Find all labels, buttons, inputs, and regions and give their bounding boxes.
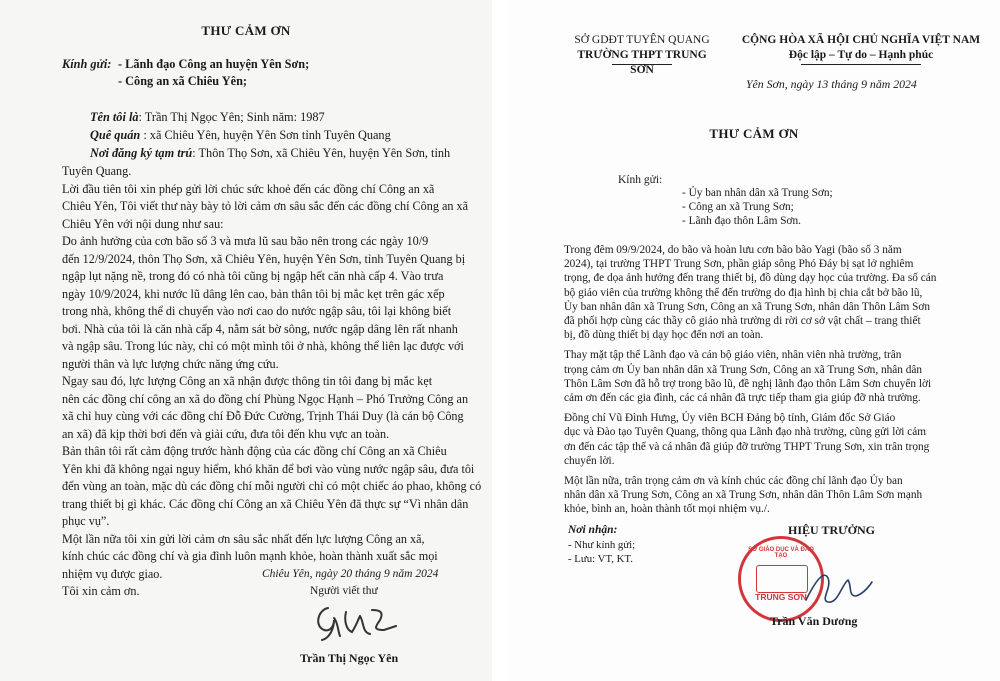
body-line: trọng, đe dọa ảnh hưởng đến trang thiết bị, đồ dùng dạy học của trường. Đa số cán <box>564 272 937 285</box>
body-line: bộ giáo viên của trường không thể đến trường do địa hình bị chia cắt bở bão lũ, <box>564 286 923 299</box>
left-signer-name: Trần Thị Ngọc Yên <box>300 651 399 665</box>
body-line: nhân dân xã Trung Sơn, Công an xã Trung Sơn, nhân dân Thôn Lâm Sơn mạnh <box>564 489 923 502</box>
body-line: trong nhà, không thể di chuyển vào nơi cao do nước ngập sâu, tôi lại không biết <box>62 304 452 318</box>
org-underline <box>612 64 672 65</box>
left-greeting-label: Kính gửi: <box>62 57 112 71</box>
body-line: Chiêu Yên với nội dung như sau: <box>62 216 224 231</box>
body-line: ngày 10/9/2024, khi nước lũ dâng lên cao, bản thân tôi bị mắc kẹt trên gác xếp <box>62 286 445 301</box>
body-line: bơi. Nhà của tôi là căn nhà cấp 4, nằm sát bờ sông, nước ngập dâng lên rất nhanh <box>62 321 458 336</box>
body-line: trang thiết bị gì khác. Các đồng chí Công an xã Chiêu Yên đã thực sự “Vì nhân dân <box>62 496 469 511</box>
recipients-label: Nơi nhận: <box>568 524 618 536</box>
left-recipient-2: - Công an xã Chiêu Yên; <box>118 74 248 88</box>
body-line: Ngay sau đó, lực lượng Công an xã nhận được thông tin tôi đang bị mắc kẹt <box>62 374 433 388</box>
body-line: người thân và lực lượng chức năng ứng cứu. <box>62 356 279 371</box>
right-recipient-3: - Lãnh đạo thôn Lâm Sơn. <box>682 215 801 228</box>
right-letter-title: THƯ CẢM ƠN <box>709 126 799 141</box>
body-line: kính chúc các đồng chí và gia đình luôn mạnh khỏe, hoàn thành xuất sắc mọi <box>62 549 438 563</box>
name-label: Tên tôi là <box>90 110 139 124</box>
body-line: Một lần nữa tôi xin gửi lời cảm ơn sâu sắc nhất đến lực lượng Công an xã, <box>62 531 425 546</box>
recipient-item: - Lưu: VT, KT. <box>568 553 633 565</box>
body-line: Yên khi đã không ngại nguy hiểm, khó khăn để bơi vào vùng nước ngập sâu, đưa tôi <box>62 461 475 476</box>
body-line: ngập lụt nặng nề, trong đó có nhà tôi cũng bị ngập hết căn nhà cấp 4. Vào trưa <box>62 269 444 283</box>
body-line: Một lần nữa, trân trọng cảm ơn và kính chúc các đồng chí lãnh đạo Ủy ban <box>564 475 903 488</box>
left-writer-label: Người viết thư <box>310 585 378 597</box>
residence-continuation: Tuyên Quang. <box>62 164 132 178</box>
recipients-list <box>568 538 635 566</box>
body-line: chuyển lời. <box>564 454 615 467</box>
org-parent: SỞ GDĐT TUYÊN QUANG <box>574 34 710 46</box>
page-divider <box>492 0 508 681</box>
body-line: 2024), tại trường THPT Trung Sơn, phần giáp sông Phó Đáy bị sạt lở nghiêm <box>564 258 914 271</box>
residence-label: Nơi đăng ký tạm trú <box>90 146 193 160</box>
signer-title: HIỆU TRƯỞNG <box>788 523 876 537</box>
right-body <box>564 243 936 517</box>
hometown-value: : xã Chiêu Yên, huyện Yên Sơn tỉnh Tuyên Quang <box>143 128 391 142</box>
body-line: Thay mặt tập thể Lãnh đạo và cán bộ giáo viên, nhân viên nhà trường, trân <box>564 349 902 362</box>
recipient-item: - Như kính gửi; <box>568 539 636 551</box>
country-motto: Độc lập – Tự do – Hạnh phúc <box>788 49 934 61</box>
stamp-ring-text: SỞ GIÁO DỤC VÀ ĐÀO TẠO <box>748 547 814 559</box>
body-line: phục vụ”. <box>62 514 110 528</box>
body-line: đến vùng an toàn, mặc dù các đồng chí mỗi người chỉ có một chiếc áo phao, không có <box>62 479 482 493</box>
left-body <box>62 163 482 601</box>
right-signer-name: Trần Văn Dương <box>770 614 858 628</box>
left-recipient-1: - Lãnh đạo Công an huyện Yên Sơn; <box>118 57 310 71</box>
hometown-label: Quê quán <box>90 128 141 142</box>
right-handwritten-signature <box>798 560 878 610</box>
body-line: Đồng chí Vũ Đình Hưng, Ủy viên BCH Đảng bộ tỉnh, Giám đốc Sở Giáo <box>564 412 896 425</box>
left-name-line <box>90 109 325 126</box>
body-line: nhiệm vụ được giao. <box>62 566 163 581</box>
stamp-center-text: TRUNG SƠN <box>755 592 807 602</box>
body-line: cảm ơn đến các gia đình, các cá nhân đã trực tiếp tham gia giúp đỡ nhà trường. <box>564 392 921 405</box>
right-letter <box>508 0 1000 681</box>
left-letter-title: THƯ CẢM ƠN <box>201 23 291 38</box>
left-residence-line <box>90 145 450 162</box>
body-line: xã chỉ huy cùng với các đồng chí Đỗ Đức Cường, Trịnh Thái Duy (là cán bộ Công <box>62 409 464 423</box>
body-line: bị, đồ dùng thiết bị dạy học đến nơi an toàn. <box>564 329 764 342</box>
body-line: và ngập sâu. Trong lúc này, chỉ có một mình tôi ở nhà, không thể liên lạc được với <box>62 339 464 353</box>
right-recipients <box>682 186 833 229</box>
body-line: Lời đầu tiên tôi xin phép gửi lời chúc sức khoẻ đến các đồng chí Công an xã <box>62 181 435 196</box>
body-line: Thôn Lâm Sơn đã hỗ trợ trong bão lũ, đề nghị lãnh đạo thôn Lâm Sơn chuyển lời <box>564 377 932 390</box>
body-line: trọng cảm ơn Ủy ban nhân dân xã Trung Sơn, Công an xã Trung Sơn, nhân dân <box>564 363 923 376</box>
body-line: nên các đồng chí công an xã do đồng chí Phùng Ngọc Hạnh – Phó Trưởng Công an <box>62 391 469 406</box>
body-line: Ủy ban nhân dân xã Trung Sơn, Công an xã Trung Sơn, nhân dân Thôn Lâm Sơn <box>564 300 931 313</box>
body-line: Bản thân tôi rất cảm động trước hành động của các đồng chí Công an xã Chiêu <box>62 444 447 458</box>
body-line: an xã) đã kịp thời bơi đến và giải cứu, đưa tôi đến khu vực an toàn. <box>62 426 390 441</box>
body-line: Tôi xin cảm ơn. <box>62 584 140 598</box>
right-greeting-label: Kính gửi: <box>618 174 663 186</box>
body-line: Chiêu Yên, Tôi viết thư này bày tỏ lời cảm ơn sâu sắc đến các đồng chí Công an xã <box>62 199 469 213</box>
body-line: Trong đêm 09/9/2024, do bão và hoàn lưu cơn bão bão Yagi (bão số 3 năm <box>564 244 902 256</box>
body-line: khỏe, bình an, hoàn thành tốt mọi nhiệm vụ./. <box>564 503 770 516</box>
country-name: CỘNG HÒA XÃ HỘI CHỦ NGHĨA VIỆT NAM <box>741 34 981 46</box>
left-place-date: Chiêu Yên, ngày 20 tháng 9 năm 2024 <box>262 568 439 580</box>
name-value: : Trần Thị Ngọc Yên; Sinh năm: 1987 <box>138 110 325 124</box>
org-name: TRƯỜNG THPT TRUNG SƠN <box>577 49 707 76</box>
right-place-date: Yên Sơn, ngày 13 tháng 9 năm 2024 <box>746 77 917 91</box>
left-hometown-line <box>90 127 391 144</box>
body-line: đã phối hợp cùng các thầy cô giáo nhà trường di rời cơ sở vật chất – trang thiết <box>564 315 921 328</box>
residence-value: : Thôn Thọ Sơn, xã Chiêu Yên, huyện Yên Sơn, tỉnh <box>192 146 451 160</box>
body-line: ơn đến các tập thể và cá nhân đã giúp đỡ trường THPT Trung Sơn, xin trân trọng <box>564 440 930 453</box>
right-recipient-2: - Công an xã Trung Sơn; <box>682 201 794 214</box>
left-handwritten-signature <box>300 596 420 644</box>
right-recipient-1: - Ủy ban nhân dân xã Trung Sơn; <box>682 187 833 199</box>
motto-underline <box>801 64 921 65</box>
body-line: đến 12/9/2024, thôn Thọ Sơn, xã Chiêu Yên, huyện Yên Sơn, tỉnh Tuyên Quang bị <box>62 251 466 266</box>
left-letter <box>0 0 492 681</box>
body-line: dục và Đào tạo Tuyên Quang, thông qua Lãnh đạo nhà trường, cũng gửi lời cảm <box>564 426 927 439</box>
body-line: Do ảnh hưởng của cơn bão số 3 và mưa lũ sau bão nên trong các ngày 10/9 <box>62 234 429 248</box>
